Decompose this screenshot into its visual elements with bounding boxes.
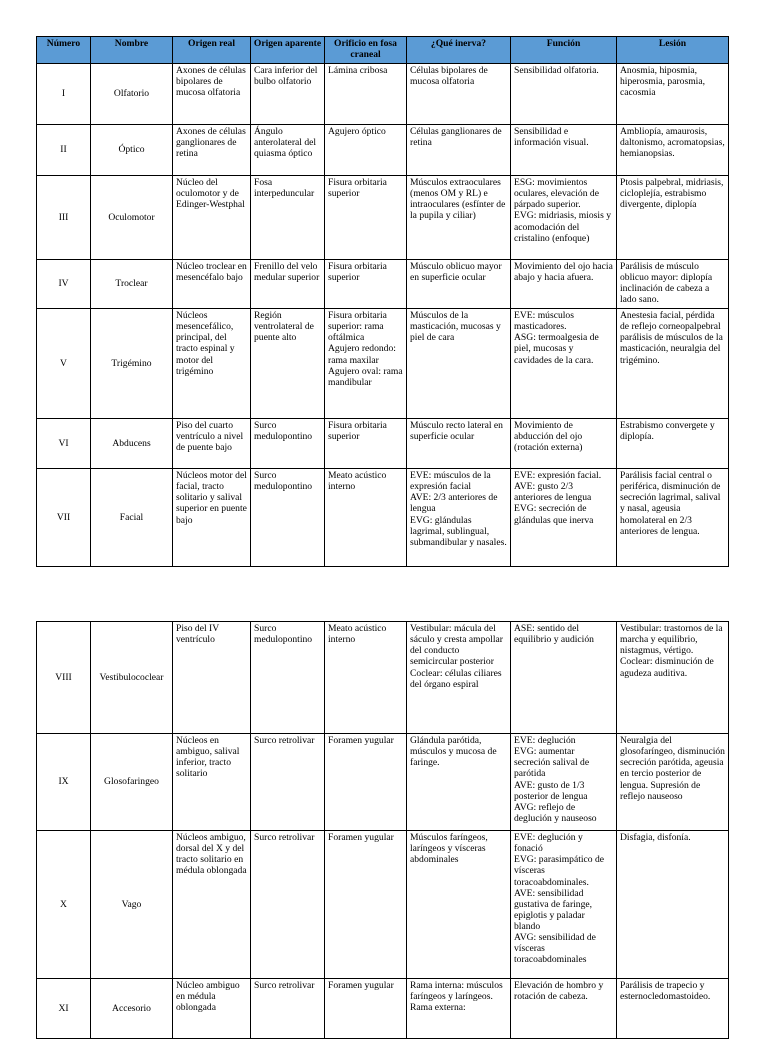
origen-aparente-cell: Fosa interpeduncular [251, 176, 325, 260]
cranial-nerves-table-2 [36, 621, 729, 1039]
funcion-cell: ESG: movimientos oculares, elevación de párpado superior. EVG: midriasis, miosis y acomodación del cristalino (enfoque) [511, 176, 617, 260]
table-row [37, 260, 729, 309]
nerve-name: Olfatorio [91, 64, 173, 125]
table-row [37, 469, 729, 567]
funcion-cell: EVE: deglución EVG: aumentar secreción salival de parótida AVE: gusto de 1/3 posterior de lengua AVG: reflejo de deglución y nauseoso [511, 734, 617, 831]
origen-aparente-cell: Ángulo anterolateral del quiasma óptico [251, 125, 325, 176]
origen-aparente-cell: Frenillo del velo medular superior [251, 260, 325, 309]
lesion-cell: Ambliopía, amaurosis, daltonismo, acromatopsias, hemianopsias. [617, 125, 729, 176]
nerve-number: IV [37, 260, 91, 309]
nerve-number: IX [37, 734, 91, 831]
funcion-cell: EVE: deglución y fonació EVG: parasimpático de vísceras toracoabdominales. AVE: sensibilidad gustativa de faringe, epiglotis y paladar blando AVG: sensibilidad de vísceras toracoabdominales [511, 831, 617, 979]
nerve-name: Accesorio [91, 979, 173, 1039]
origen-aparente-cell: Surco retrolivar [251, 831, 325, 979]
orificio-cell: Lámina cribosa [325, 64, 407, 125]
que-inerva-cell: Músculos faríngeos, laríngeos y vísceras abdominales [407, 831, 511, 979]
funcion-cell: Elevación de hombro y rotación de cabeza. [511, 979, 617, 1039]
funcion-cell: Sensibilidad e información visual. [511, 125, 617, 176]
nerve-name: Trigémino [91, 309, 173, 419]
nerve-number: VIII [37, 622, 91, 734]
header-origen-aparente: Origen aparente [251, 37, 325, 64]
lesion-cell: Ptosis palpebral, midriasis, cicloplejía, estrabismo divergente, diplopía [617, 176, 729, 260]
table-row [37, 64, 729, 125]
funcion-cell: Sensibilidad olfatoria. [511, 64, 617, 125]
funcion-cell: EVE: músculos masticadores. ASG: termoalgesia de piel, mucosas y cavidades de la cara. [511, 309, 617, 419]
que-inerva-cell: Músculos extraoculares (menos OM y RL) e intraoculares (esfínter de la pupila y ciliar) [407, 176, 511, 260]
nerve-name: Abducens [91, 419, 173, 469]
orificio-cell: Foramen yugular [325, 831, 407, 979]
origen-real-cell: Piso del IV ventrículo [173, 622, 251, 734]
funcion-cell: ASE: sentido del equilibrio y audición [511, 622, 617, 734]
que-inerva-cell: Músculos de la masticación, mucosas y piel de cara [407, 309, 511, 419]
orificio-cell: Agujero óptico [325, 125, 407, 176]
nerve-number: VII [37, 469, 91, 567]
header-row [37, 37, 729, 64]
nerve-number: II [37, 125, 91, 176]
table-row [37, 831, 729, 979]
funcion-cell: Movimiento del ojo hacia abajo y hacia afuera. [511, 260, 617, 309]
lesion-cell: Disfagia, disfonía. [617, 831, 729, 979]
orificio-cell: Fisura orbitaria superior [325, 260, 407, 309]
lesion-cell: Vestibular: trastornos de la marcha y equilibrio, nistagmus, vértigo. Coclear: disminución de agudeza auditiva. [617, 622, 729, 734]
table-row [37, 176, 729, 260]
nerve-number: XI [37, 979, 91, 1039]
lesion-cell: Neuralgia del glosofaríngeo, disminución secreción parótida, ageusia en tercio posterior de lengua. Supresión de reflejo nauseoso [617, 734, 729, 831]
origen-real-cell: Núcleos en ambiguo, salival inferior, tracto solitario [173, 734, 251, 831]
que-inerva-cell: Rama interna: músculos faríngeos y laríngeos. Rama externa: [407, 979, 511, 1039]
origen-real-cell: Axones de células ganglionares de retina [173, 125, 251, 176]
orificio-cell: Fisura orbitaria superior [325, 176, 407, 260]
nerve-name: Vestibulococlear [91, 622, 173, 734]
origen-real-cell: Núcleos motor del facial, tracto solitario y salival superior en puente bajo [173, 469, 251, 567]
origen-aparente-cell: Surco retrolivar [251, 979, 325, 1039]
table-row [37, 622, 729, 734]
nerve-name: Oculomotor [91, 176, 173, 260]
origen-aparente-cell: Surco medulopontino [251, 469, 325, 567]
origen-real-cell: Núcleo del oculomotor y de Edinger-Westphal [173, 176, 251, 260]
table-1-body [37, 64, 729, 567]
header-origen-real: Origen real [173, 37, 251, 64]
nerve-name: Glosofaringeo [91, 734, 173, 831]
nerve-name: Óptico [91, 125, 173, 176]
nerve-name: Troclear [91, 260, 173, 309]
table-row [37, 734, 729, 831]
origen-aparente-cell: Cara inferior del bulbo olfatorio [251, 64, 325, 125]
orificio-cell: Fisura orbitaria superior: rama oftálmica Agujero redondo: rama maxilar Agujero oval: rama mandibular [325, 309, 407, 419]
nerve-number: III [37, 176, 91, 260]
origen-aparente-cell: Surco medulopontino [251, 419, 325, 469]
que-inerva-cell: Células ganglionares de retina [407, 125, 511, 176]
origen-real-cell: Núcleos mesencefálico, principal, del tracto espinal y motor del trigémino [173, 309, 251, 419]
orificio-cell: Fisura orbitaria superior [325, 419, 407, 469]
header-orificio: Orificio en fosa craneal [325, 37, 407, 64]
orificio-cell: Meato acústico interno [325, 469, 407, 567]
origen-real-cell: Núcleo troclear en mesencéfalo bajo [173, 260, 251, 309]
table-row [37, 419, 729, 469]
nerve-number: X [37, 831, 91, 979]
orificio-cell: Meato acústico interno [325, 622, 407, 734]
origen-aparente-cell: Surco medulopontino [251, 622, 325, 734]
nerve-number: V [37, 309, 91, 419]
table-2-body [37, 622, 729, 1039]
cranial-nerves-table-1 [36, 36, 729, 567]
header-funcion: Función [511, 37, 617, 64]
funcion-cell: EVE: expresión facial. AVE: gusto 2/3 anteriores de lengua EVG: secreción de glándulas que inerva [511, 469, 617, 567]
nerve-name: Vago [91, 831, 173, 979]
origen-real-cell: Núcleos ambiguo, dorsal del X y del tracto solitario en médula oblongada [173, 831, 251, 979]
que-inerva-cell: Vestibular: mácula del sáculo y cresta ampollar del conducto semicircular posterior Coclear: células ciliares del órgano espiral [407, 622, 511, 734]
funcion-cell: Movimiento de abducción del ojo (rotación externa) [511, 419, 617, 469]
origen-real-cell: Piso del cuarto ventrículo a nivel de puente bajo [173, 419, 251, 469]
nerve-name: Facial [91, 469, 173, 567]
lesion-cell: Parálisis de músculo oblicuo mayor: diplopía inclinación de cabeza a lado sano. [617, 260, 729, 309]
header-numero: Número [37, 37, 91, 64]
table-row [37, 309, 729, 419]
lesion-cell: Parálisis facial central o periférica, disminución de secreción lagrimal, salival y nasal, ageusia homolateral en 2/3 anteriores de lengua. [617, 469, 729, 567]
lesion-cell: Parálisis de trapecio y esternocledomastoideo. [617, 979, 729, 1039]
orificio-cell: Foramen yugular [325, 979, 407, 1039]
header-lesion: Lesión [617, 37, 729, 64]
lesion-cell: Anosmia, hiposmia, hiperosmia, parosmia, cacosmia [617, 64, 729, 125]
que-inerva-cell: Músculo oblicuo mayor en superficie ocular [407, 260, 511, 309]
table-row [37, 125, 729, 176]
lesion-cell: Estrabismo convergete y diplopía. [617, 419, 729, 469]
origen-real-cell: Axones de células bipolares de mucosa olfatoria [173, 64, 251, 125]
origen-aparente-cell: Región ventrolateral de puente alto [251, 309, 325, 419]
orificio-cell: Foramen yugular [325, 734, 407, 831]
nerve-number: VI [37, 419, 91, 469]
table-row [37, 979, 729, 1039]
origen-aparente-cell: Surco retrolivar [251, 734, 325, 831]
que-inerva-cell: EVE: músculos de la expresión facial AVE: 2/3 anteriores de lengua EVG: glándulas lagrimal, sublingual, submandibular y nasales. [407, 469, 511, 567]
que-inerva-cell: Glándula parótida, músculos y mucosa de faringe. [407, 734, 511, 831]
que-inerva-cell: Células bipolares de mucosa olfatoria [407, 64, 511, 125]
lesion-cell: Anestesia facial, pérdida de reflejo corneopalpebral parálisis de músculos de la masticación, neuralgia del trigémino. [617, 309, 729, 419]
header-nombre: Nombre [91, 37, 173, 64]
nerve-number: I [37, 64, 91, 125]
origen-real-cell: Núcleo ambiguo en médula oblongada [173, 979, 251, 1039]
que-inerva-cell: Músculo recto lateral en superficie ocular [407, 419, 511, 469]
header-que-inerva: ¿Qué inerva? [407, 37, 511, 64]
